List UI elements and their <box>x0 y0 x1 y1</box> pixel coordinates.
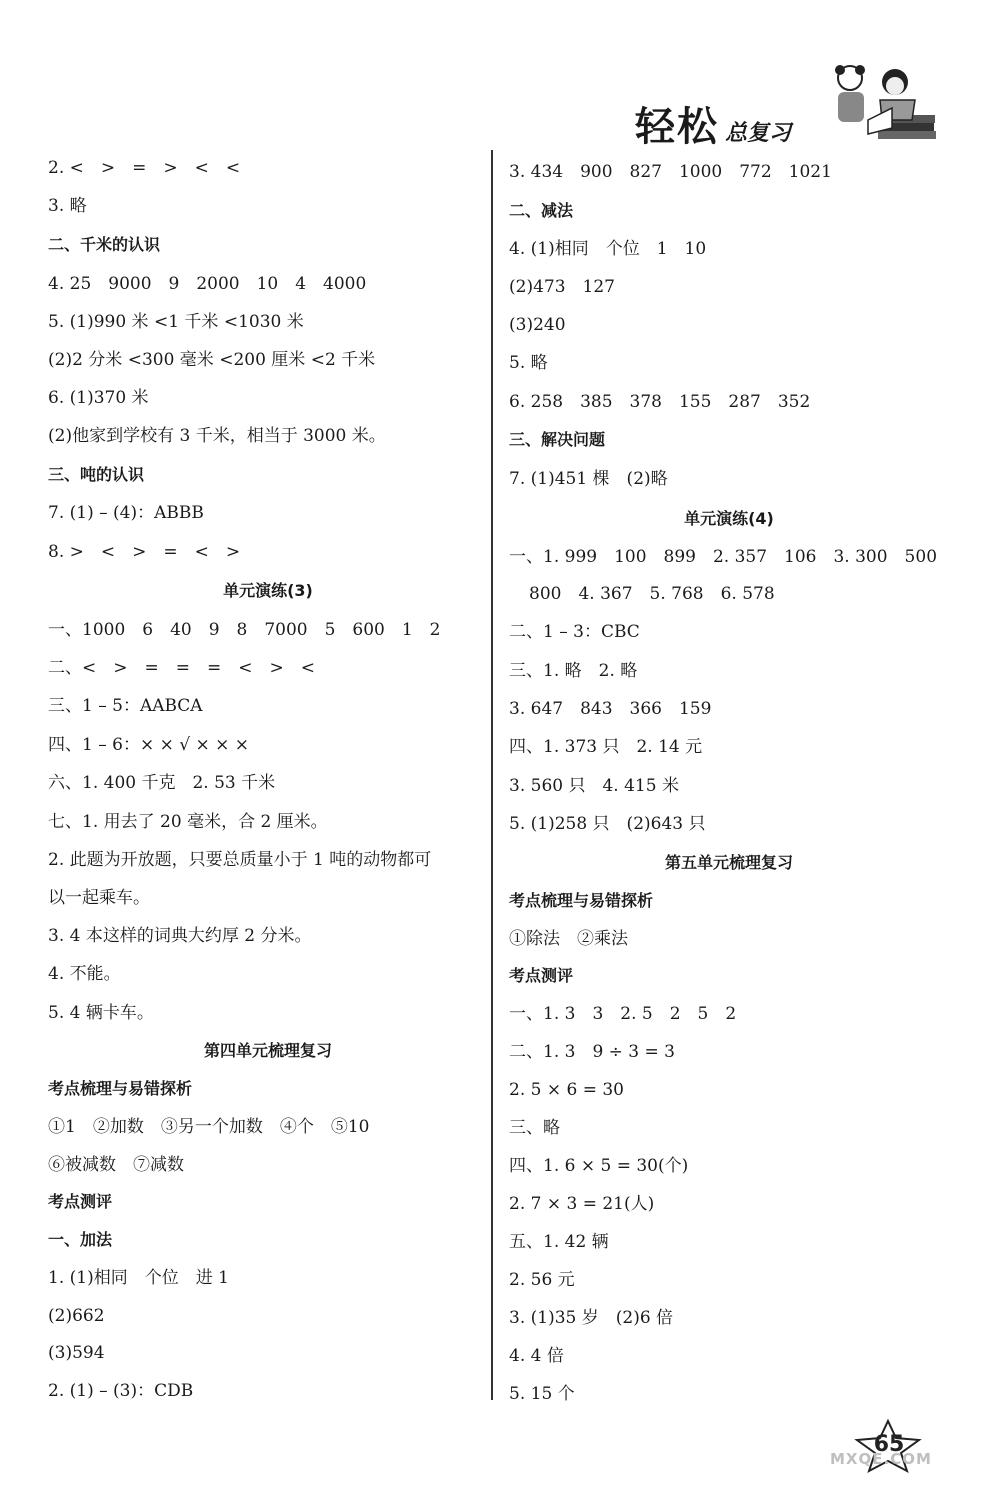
answer-line: 三、1 – 5：AABCA <box>48 696 203 716</box>
answer-line: 5. 4 辆卡车。 <box>48 1003 154 1023</box>
answer-line: 5. (1)258 只 (2)643 只 <box>509 814 706 834</box>
answer-line: 3. 略 <box>48 196 87 216</box>
answer-line: 四、1. 6 × 5 = 30(个) <box>509 1156 689 1176</box>
answer-line: 5. (1)990 米 <1 千米 <1030 米 <box>48 312 304 332</box>
answer-line: 7. (1) – (4)：ABBB <box>48 503 204 523</box>
answer-line: 一、1000 6 40 9 8 7000 5 600 1 2 <box>48 620 441 640</box>
answer-line: (3)240 <box>509 315 566 335</box>
unit-title: 第五单元梳理复习 <box>664 853 793 872</box>
answer-line: 2. 56 元 <box>509 1270 575 1290</box>
answer-line: 2. (1) – (3)：CDB <box>48 1381 194 1401</box>
answer-line: 二、1. 3 9 ÷ 3 = 3 <box>509 1042 675 1062</box>
answer-line: 3. (1)35 岁 (2)6 倍 <box>509 1308 674 1328</box>
unit-title: 单元演练(3) <box>223 581 313 600</box>
answer-line: 2. 此题为开放题，只要总质量小于 1 吨的动物都可 <box>48 850 432 870</box>
answer-line: 四、1. 373 只 2. 14 元 <box>509 737 703 757</box>
answer-line: 8. > < > = < > <box>48 542 241 562</box>
unit-title: 第四单元梳理复习 <box>203 1041 332 1060</box>
answer-line: ①1 ②加数 ③另一个加数 ④个 ⑤10 <box>48 1117 370 1137</box>
answer-line: 7. (1)451 棵 (2)略 <box>509 469 668 489</box>
answer-line: 4. 不能。 <box>48 964 121 984</box>
answer-line: ①除法 ②乘法 <box>509 929 628 949</box>
answer-line: 4. (1)相同 个位 1 10 <box>509 239 707 259</box>
answer-line: 三、略 <box>509 1118 560 1138</box>
answer-line: 5. 15 个 <box>509 1384 575 1404</box>
answer-line: 6. 258 385 378 155 287 352 <box>509 392 811 412</box>
answer-line: 6. (1)370 米 <box>48 388 149 408</box>
answer-line: 2. 5 × 6 = 30 <box>509 1080 624 1100</box>
answer-line: 4. 4 倍 <box>509 1346 564 1366</box>
answer-line: ⑥被减数 ⑦减数 <box>48 1155 184 1175</box>
answer-line: 3. 560 只 4. 415 米 <box>509 776 679 796</box>
section-heading: 三、吨的认识 <box>48 465 145 484</box>
answer-line: (2)662 <box>48 1306 105 1326</box>
answer-line: 一、1. 3 3 2. 5 2 5 2 <box>509 1004 737 1024</box>
answer-line: 3. 4 本这样的词典大约厚 2 分米。 <box>48 926 312 946</box>
answer-line: 七、1. 用去了 20 毫米，合 2 厘米。 <box>48 812 328 832</box>
unit-title: 单元演练(4) <box>684 509 774 528</box>
answer-line: 3. 434 900 827 1000 772 1021 <box>509 162 832 182</box>
answer-line: 2. 7 × 3 = 21(人) <box>509 1194 655 1214</box>
answer-line: 4. 25 9000 9 2000 10 4 4000 <box>48 274 367 294</box>
answer-line: 四、1 – 6：× × √ × × × <box>48 735 250 755</box>
brand-main: 轻松 <box>635 103 719 150</box>
section-heading: 一、加法 <box>48 1230 113 1249</box>
answer-line: 以一起乘车。 <box>48 888 150 908</box>
section-heading: 考点测评 <box>48 1192 113 1211</box>
answer-line: 三、1. 略 2. 略 <box>509 661 638 681</box>
section-heading: 三、解决问题 <box>509 430 606 449</box>
answer-line: 3. 647 843 366 159 <box>509 699 712 719</box>
section-heading: 考点梳理与易错探析 <box>48 1079 193 1098</box>
brand-sub: 总复习 <box>725 120 792 146</box>
answer-line: (2)2 分米 <300 毫米 <200 厘米 <2 千米 <box>48 350 376 370</box>
answer-line: (2)他家到学校有 3 千米，相当于 3000 米。 <box>48 426 386 446</box>
answer-line: 1. (1)相同 个位 进 1 <box>48 1268 229 1288</box>
section-heading: 二、减法 <box>509 201 574 220</box>
answer-line: 二、< > = = = < > < <box>48 658 315 678</box>
answer-line: 800 4. 367 5. 768 6. 578 <box>529 584 775 604</box>
page-number: 65 <box>873 1432 905 1457</box>
answer-line: 5. 略 <box>509 353 548 373</box>
answer-line: (3)594 <box>48 1343 105 1363</box>
reading-child-illustration <box>820 60 940 145</box>
section-heading: 考点梳理与易错探析 <box>509 891 654 910</box>
answer-line: 五、1. 42 辆 <box>509 1232 609 1252</box>
brand-title <box>635 95 791 152</box>
watermark: MXQE.COM <box>830 1450 932 1468</box>
answer-line: 一、1. 999 100 899 2. 357 106 3. 300 500 <box>509 547 938 567</box>
section-heading: 考点测评 <box>509 966 574 985</box>
answer-line: 六、1. 400 千克 2. 53 千米 <box>48 773 276 793</box>
section-heading: 二、千米的认识 <box>48 235 161 254</box>
answer-line: (2)473 127 <box>509 277 615 297</box>
column-divider <box>491 150 493 1400</box>
answer-line: 二、1 – 3：CBC <box>509 622 640 642</box>
answer-line: 2. < > = > < < <box>48 158 241 178</box>
